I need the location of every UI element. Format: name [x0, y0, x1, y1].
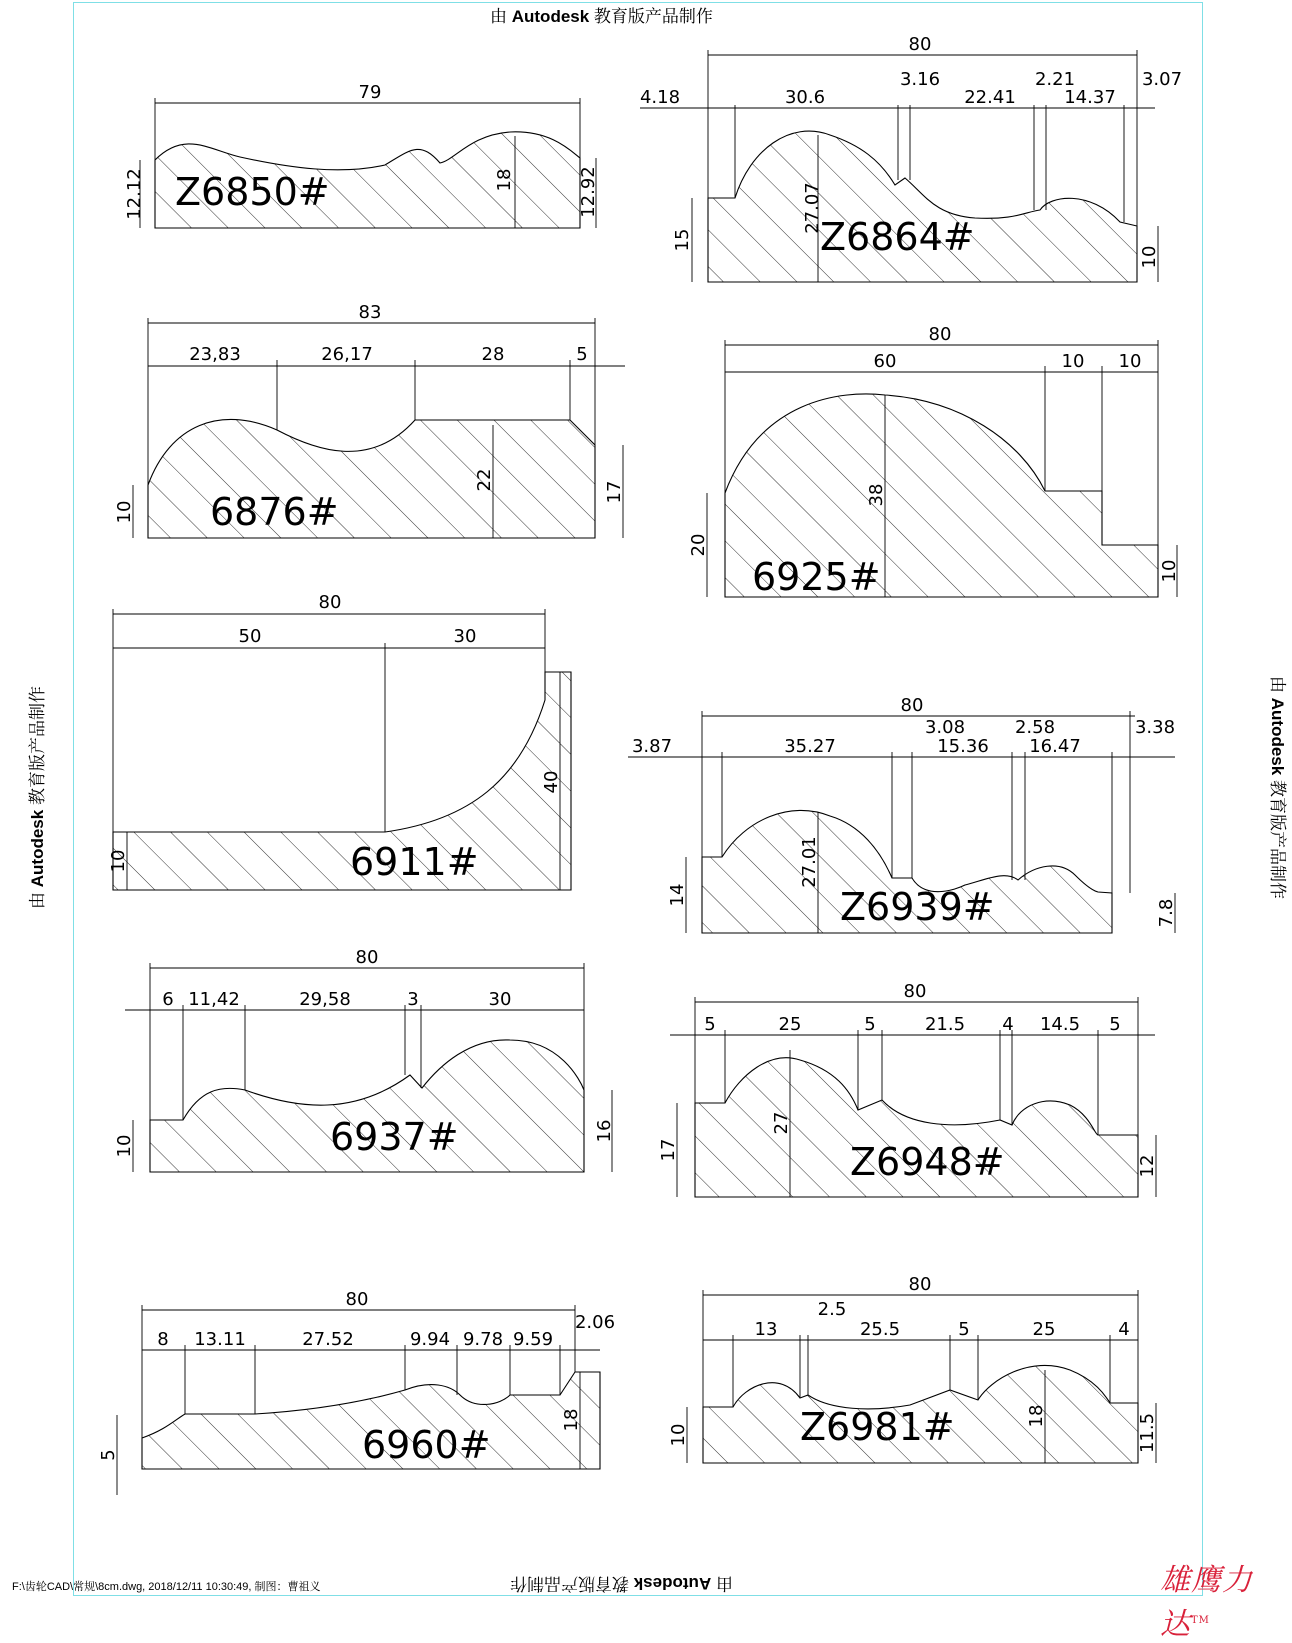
dimension-label: 7.8 — [1156, 898, 1177, 928]
dimension-label: 10 — [1118, 351, 1142, 372]
dimension-label: 80 — [908, 34, 932, 55]
dimension-label: 4 — [1002, 1014, 1014, 1035]
dimension-label: 2.58 — [1014, 717, 1056, 738]
watermark-left: 由 Autodesk 教育版产品制作 — [27, 686, 47, 909]
dimension-label: 30 — [488, 989, 512, 1010]
dimension-label: 38 — [866, 483, 887, 507]
dimension-label: 21.5 — [924, 1014, 966, 1035]
profile-shape-6911 — [113, 672, 571, 890]
dimension-label: 30.6 — [784, 87, 826, 108]
dimension-label: 4 — [1118, 1319, 1130, 1340]
dimension-label: 22 — [474, 468, 495, 492]
profile-id-label: Z6948# — [850, 1140, 1005, 1184]
dimension-label: 25.5 — [859, 1319, 901, 1340]
dimension-label: 13 — [754, 1319, 778, 1340]
watermark-top: 由 Autodesk 教育版产品制作 — [490, 7, 713, 26]
dimension-label: 5 — [958, 1319, 970, 1340]
dimension-label: 10 — [668, 1423, 689, 1447]
dimension-label: 16 — [594, 1119, 615, 1143]
dimension-label: 3.07 — [1141, 69, 1183, 90]
dimension-label: 26,17 — [321, 344, 373, 365]
profile-shape-z6864 — [708, 131, 1137, 282]
dimension-label: 27.52 — [302, 1329, 354, 1350]
dimension-label: 17 — [604, 480, 625, 504]
dimension-label: 14.37 — [1064, 87, 1116, 108]
dimension-label: 3 — [407, 989, 419, 1010]
dimension-label: 18 — [1026, 1404, 1047, 1428]
dimension-label: 5 — [864, 1014, 876, 1035]
dimension-label: 3.08 — [924, 717, 966, 738]
profile-id-label: 6876# — [210, 490, 339, 534]
dimension-label: 10 — [114, 500, 135, 524]
profile-id-label: 6911# — [350, 840, 479, 884]
dimension-label: 4.18 — [639, 87, 681, 108]
dimension-label: 11.5 — [1137, 1412, 1158, 1454]
dimension-label: 25 — [1032, 1319, 1056, 1340]
dimension-label: 83 — [358, 302, 382, 323]
dimension-label: 80 — [355, 947, 379, 968]
profile-id-label: 6937# — [330, 1115, 459, 1159]
dimension-label: 50 — [238, 626, 262, 647]
dimension-label: 14.5 — [1039, 1014, 1081, 1035]
dimension-label: 80 — [318, 592, 342, 613]
brand-logo: 雄鹰力达™ — [1160, 1563, 1253, 1642]
dimension-label: 5 — [576, 344, 588, 365]
dimension-label: 23,83 — [189, 344, 241, 365]
dimension-label: 2.06 — [574, 1312, 616, 1333]
profile-id-label: 6925# — [752, 555, 881, 599]
dimension-label: 13.11 — [194, 1329, 246, 1350]
dimension-label: 80 — [903, 981, 927, 1002]
profile-id-label: Z6864# — [820, 215, 975, 259]
profile-id-label: Z6981# — [800, 1405, 955, 1449]
dimension-label: 12 — [1137, 1154, 1158, 1178]
dimension-label: 10 — [1139, 245, 1160, 269]
dimension-label: 15 — [672, 228, 693, 252]
dimension-label: 80 — [900, 695, 924, 716]
dimension-label: 60 — [873, 351, 897, 372]
dimension-label: 10 — [108, 849, 129, 873]
dimension-label: 18 — [561, 1408, 582, 1432]
dimension-label: 15.36 — [937, 736, 989, 757]
dimension-label: 27.01 — [799, 836, 820, 888]
dimension-label: 3.16 — [899, 69, 941, 90]
profile-id-label: Z6939# — [840, 885, 995, 929]
dimension-label: 9.94 — [409, 1329, 451, 1350]
dimension-label: 27 — [771, 1111, 792, 1135]
dimension-label: 80 — [928, 324, 952, 345]
dimension-label: 18 — [494, 168, 515, 192]
dimension-label: 14 — [667, 883, 688, 907]
dimension-label: 40 — [541, 770, 562, 794]
dimension-label: 16.47 — [1029, 736, 1081, 757]
dimension-label: 28 — [481, 344, 505, 365]
dimension-label: 10 — [1159, 559, 1180, 583]
dimension-label: 3.38 — [1134, 717, 1176, 738]
dimension-label: 12.12 — [124, 168, 145, 220]
profile-id-label: Z6850# — [175, 170, 330, 214]
dimension-label: 3.87 — [631, 736, 673, 757]
dimension-label: 10 — [114, 1134, 135, 1158]
dimension-label: 20 — [688, 533, 709, 557]
dimension-label: 9.59 — [512, 1329, 554, 1350]
dimension-label: 10 — [1061, 351, 1085, 372]
dimension-label: 5 — [704, 1014, 716, 1035]
file-path-label: F:\齿轮CAD\常规\8cm.dwg, 2018/12/11 10:30:49, 制图：曹祖义 — [12, 1581, 321, 1593]
dimension-label: 9.78 — [462, 1329, 504, 1350]
dimension-label: 80 — [908, 1274, 932, 1295]
dimension-label: 17 — [658, 1138, 679, 1162]
dimension-label: 30 — [453, 626, 477, 647]
dimension-label: 35.27 — [784, 736, 836, 757]
profile-id-label: 6960# — [362, 1423, 491, 1467]
dimension-label: 79 — [358, 82, 382, 103]
dimension-label: 5 — [1109, 1014, 1121, 1035]
watermark-bottom: 由 Autodesk 教育版产品制作 — [510, 1574, 733, 1593]
dimension-label: 6 — [162, 989, 174, 1010]
dimension-label: 11,42 — [188, 989, 240, 1010]
dimension-label: 27.07 — [802, 182, 823, 234]
dimension-label: 5 — [98, 1449, 119, 1461]
dimension-label: 80 — [345, 1289, 369, 1310]
dimension-label: 8 — [157, 1329, 169, 1350]
dimension-label: 2.21 — [1034, 69, 1076, 90]
dimension-label: 29,58 — [299, 989, 351, 1010]
dimension-label: 2.5 — [817, 1299, 847, 1320]
watermark-right: 由 Autodesk 教育版产品制作 — [1267, 676, 1287, 899]
dimension-label: 12.92 — [578, 166, 599, 218]
dimension-label: 22.41 — [964, 87, 1016, 108]
dimension-label: 25 — [778, 1014, 802, 1035]
